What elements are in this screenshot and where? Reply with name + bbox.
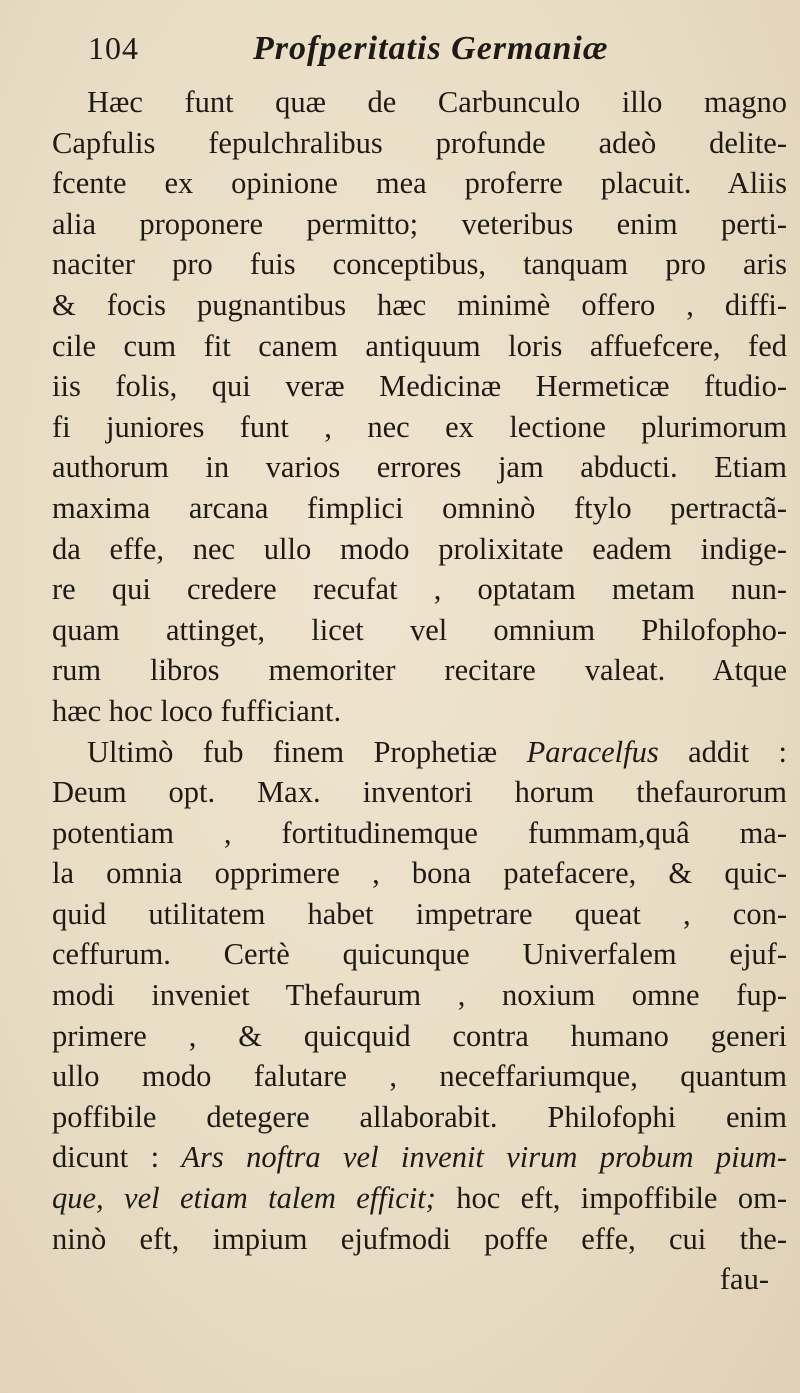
line-text-after: addit : — [658, 734, 787, 769]
text-line — [52, 975, 787, 1016]
text-line — [52, 691, 787, 732]
text-line — [52, 407, 787, 448]
line-text: quam attinget, licet vel omnium Philofopho- — [52, 612, 787, 647]
page-header — [88, 30, 788, 80]
text-line — [52, 813, 787, 854]
line-text: fau- — [719, 1262, 769, 1297]
line-text: Ultimò fub finem Prophetiæ — [87, 734, 527, 769]
line-text: la omnia opprimere , bona patefacere, & quic- — [52, 856, 787, 891]
text-line — [52, 529, 787, 570]
text-line — [52, 447, 787, 488]
text-line — [52, 1016, 787, 1057]
line-text: re qui credere recufat , optatam metam nun- — [52, 572, 787, 607]
text-line — [52, 772, 787, 813]
running-head: Profperitatis Germaniæ — [253, 30, 609, 67]
line-text: poffibile detegere allaborabit. Philofophi enim — [52, 1099, 787, 1134]
text-line — [52, 853, 787, 894]
text-line — [52, 610, 787, 651]
line-text: authorum in varios errores jam abducti. Etiam — [52, 450, 787, 485]
text-line — [52, 1097, 787, 1138]
line-text: modi inveniet Thefaurum , noxium omne fup- — [52, 978, 787, 1013]
text-line — [52, 1137, 787, 1178]
line-text: ninò eft, impium ejufmodi poffe effe, cui the- — [52, 1221, 787, 1256]
line-text: dicunt : — [52, 1140, 182, 1175]
text-line — [52, 82, 787, 123]
line-text: hæc hoc loco fufficiant. — [52, 693, 342, 728]
text-line — [52, 123, 787, 164]
text-line — [52, 488, 787, 529]
italic-text: que, vel etiam talem efficit; — [52, 1181, 436, 1216]
text-line — [52, 326, 787, 367]
text-line — [52, 1178, 787, 1219]
line-text: rum libros memoriter recitare valeat. Atque — [52, 653, 787, 688]
line-text: maxima arcana fimplici omninò ftylo pertractã- — [52, 490, 787, 525]
line-text: quid utilitatem habet impetrare queat , con- — [52, 896, 787, 931]
text-line — [52, 244, 787, 285]
line-text: da effe, nec ullo modo prolixitate eadem indige- — [52, 531, 787, 566]
line-text: alia proponere permitto; veteribus enim perti- — [52, 206, 787, 241]
text-line — [52, 163, 787, 204]
line-text: Deum opt. Max. inventori horum thefaurorum — [52, 775, 787, 810]
text-line — [52, 732, 787, 773]
catchword — [52, 1259, 787, 1300]
text-line — [52, 650, 787, 691]
italic-text: Ars noftra vel invenit virum probum pium- — [181, 1140, 787, 1175]
line-text: naciter pro fuis conceptibus, tanquam pro aris — [52, 247, 787, 282]
line-text: ullo modo falutare , neceffariumque, quantum — [52, 1059, 787, 1094]
text-line — [52, 934, 787, 975]
line-text: primere , & quicquid contra humano generi — [52, 1018, 787, 1053]
line-text: fcente ex opinione mea proferre placuit. Aliis — [52, 166, 787, 201]
line-text: iis folis, qui veræ Medicinæ Hermeticæ ftudio- — [52, 369, 787, 404]
text-line — [52, 285, 787, 326]
text-line — [52, 366, 787, 407]
italic-text: Paracelfus — [526, 734, 659, 769]
text-line — [52, 569, 787, 610]
page-number: 104 — [88, 30, 139, 66]
line-text: potentiam , fortitudinemque fummam,quâ ma- — [52, 815, 787, 850]
line-text: Capfulis fepulchralibus profunde adeò delite- — [52, 125, 787, 160]
body-text — [52, 82, 787, 1300]
line-text: & focis pugnantibus hæc minimè offero , diffi- — [52, 287, 787, 322]
line-text: ceffurum. Certè quicunque Univerfalem ejuf- — [52, 937, 787, 972]
text-line — [52, 1219, 787, 1260]
line-text: cile cum fit canem antiquum loris affuefcere, fed — [52, 328, 787, 363]
text-line — [52, 204, 787, 245]
text-line — [52, 1056, 787, 1097]
line-text: Hæc funt quæ de Carbunculo illo magno — [87, 85, 787, 119]
text-line — [52, 894, 787, 935]
line-text-after: hoc eft, impoffibile om- — [435, 1181, 787, 1216]
line-text: fi juniores funt , nec ex lectione plurimorum — [52, 409, 787, 444]
